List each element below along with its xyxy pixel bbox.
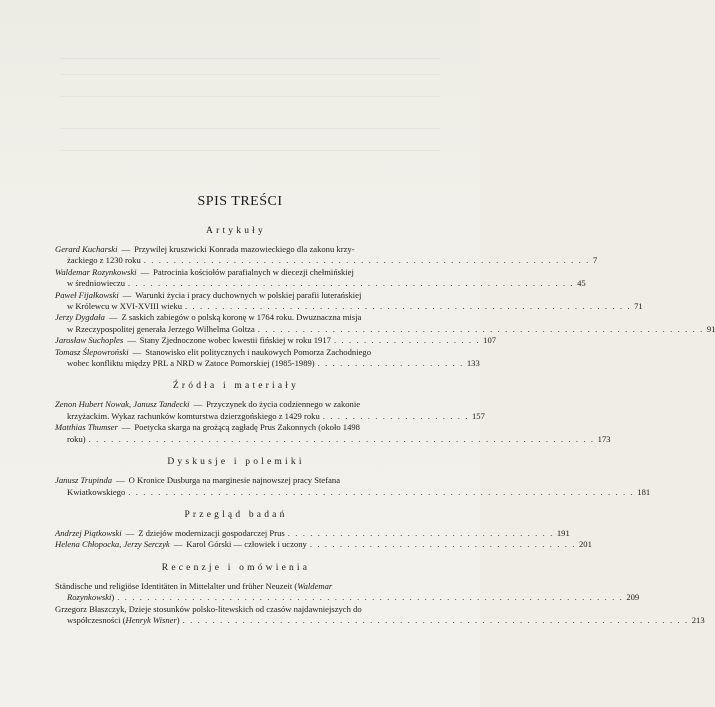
entry-author: Matthias Thumser (55, 422, 118, 433)
entry-title: Przyczynek do życia codziennego w zakonie (206, 399, 361, 410)
bleed-through-line (60, 96, 440, 97)
leader-dots: . . . . . . . . . . . . . . . . . . . . . . . . . . . . . . . . . . . . . . . . . . . . . . . . . . . . . . . . . . . . . . . . . . . . (88, 433, 595, 444)
leader-dots: . . . . . . . . . . . . . . . . . . . . . . . . . . . . . . . . . . . . . . . . . . . . . . . . . . . . . . . . . . . . (143, 255, 590, 266)
leader-dots: . . . . . . . . . . . . . . . . . . . . (322, 410, 469, 421)
bleed-through-line (60, 74, 440, 75)
page-number: 191 (556, 527, 570, 538)
entry-author: Paweł Fijałkowski (55, 289, 119, 300)
entry-title: Ständische und religiöse Identitäten in Mittelalter und früher Neuzeit ( (55, 580, 298, 591)
section-artykuly (55, 226, 715, 369)
entry-title: Poetycka skarga na grożącą zagładę Prus Zakonnych (około 1498 (134, 422, 360, 433)
page-number: 107 (483, 335, 497, 346)
entry-title-cont: współczesności ( (67, 614, 126, 625)
entry-title: Patrocinia kościołów parafialnych w diecezji chełmińskiej (153, 266, 354, 277)
table-of-contents (55, 226, 715, 638)
section-heading: Artykuły (206, 226, 266, 236)
leader-dots: . . . . . . . . . . . . . . . . . . . . . . . . . . . . . . . . . . . . . . . . . . . . . . . . . . . . . . . . . . . . . . . . . . . . (182, 614, 689, 625)
toc-entry[interactable]: Ständische und religiöse Identitäten in Mittelalter und früher Neuzeit (Waldemar Rozynkowski) . . . . . . . . . . . . . . . . . . . . . . . . . . . . . . . . . . . . . . . . . . . . . . . . . . . . . . . . . . . . . . . . . . . . 209 (55, 580, 640, 603)
toc-entry[interactable]: Matthias Thumser — Poetycka skarga na grożącą zagładę Prus Zakonnych (około 1498 roku) . . . . . . . . . . . . . . . . . . . . . . . . . . . . . . . . . . . . . . . . . . . . . . . . . . . . . . . . . . . . . . . . . . . . 173 (55, 422, 611, 444)
entry-title: Stanowisko elit politycznych i naukowych Pomorza Zachodniego (145, 346, 371, 357)
leader-dots: . . . . . . . . . . . . . . . . . . . . . . . . . . . . . . . . . . . . (287, 527, 554, 538)
toc-entry[interactable]: Helena Chłopocka, Jerzy Serczyk — Karol Górski — człowiek i uczony . . . . . . . . . . . . . . . . . . . . . . . . . . . . . . . . . . . . 201 (55, 539, 592, 550)
entry-title-cont: w Królewcu w XVI-XVIII wieku (67, 301, 183, 312)
entry-author-cont: Rozynkowski (67, 592, 112, 603)
page-number: 91 (706, 323, 715, 334)
entry-title-cont: w Rzeczypospolitej generała Jerzego Wilhelma Goltza (67, 323, 255, 334)
entry-title-cont: wobec konfliktu między PRL a NRD w Zatoce Pomorskiej (1985-1989) (67, 358, 315, 369)
entry-author: Andrzej Piątkowski (55, 527, 122, 538)
entry-author: Jerzy Dygdała (55, 312, 105, 323)
leader-dots: . . . . . . . . . . . . . . . . . . . . . . . . . . . . . . . . . . . . (309, 539, 576, 550)
entry-author: Tomasz Ślepowroński (55, 346, 129, 357)
toc-entry[interactable]: Paweł Fijałkowski — Warunki życia i pracy duchownych w polskiej parafii luterańskiej w Królewcu w XVI-XVIII wieku . . . . . . . . . . . . . . . . . . . . . . . . . . . . . . . . . . . . . . . . . . . . . . . . . . . . . . . . . . . . 71 (55, 289, 643, 312)
page-number: 45 (577, 278, 586, 289)
entry-title: Stany Zjednoczone wobec kwestii fińskiej w roku 1917 (139, 335, 331, 346)
entry-title-cont: Kwiatkowskiego (67, 486, 126, 497)
section-heading: Przegląd badań (184, 509, 288, 520)
toc-entry[interactable]: Zenon Hubert Nowak, Janusz Tandecki — Przyczynek do życia codziennego w zakonie krzyżackim. Wykaz rachunków komturstwa dzierzgońskiego z 1429 roku . . . . . . . . . . . . . . . . . . . . 157 (55, 399, 485, 421)
entry-author: Janusz Trupinda (55, 475, 113, 486)
section-zrodla (55, 381, 611, 445)
section-heading: Dyskusje i polemiki (167, 457, 305, 468)
entry-author: Zenon Hubert Nowak, Janusz Tandecki (55, 399, 190, 410)
toc-entry[interactable]: Andrzej Piątkowski — Z dziejów modernizacji gospodarczej Prus . . . . . . . . . . . . . . . . . . . . . . . . . . . . . . . . . . . . 191 (55, 527, 570, 538)
entry-title: Warunki życia i pracy duchownych w polskiej parafii luterańskiej (135, 289, 362, 300)
leader-dots: . . . . . . . . . . . . . . . . . . . . . . . . . . . . . . . . . . . . . . . . . . . . . . . . . . . . . . . . . . . . (128, 278, 575, 289)
entry-author: Waldemar Rozynkowski (55, 266, 137, 277)
leader-dots: . . . . . . . . . . . . . . . . . . . . (333, 335, 481, 346)
toc-entry[interactable]: Jerzy Dygdała — Z saskich zabiegów o polską koronę w 1764 roku. Dwuznaczna misja w Rzeczypospolitej generała Jerzego Wilhelma Goltza . . . . . . . . . . . . . . . . . . . . . . . . . . . . . . . . . . . . . . . . . . . . . . . . . . . . . . . . . . . . 91 (55, 312, 715, 334)
entry-title-cont: w średniowieczu (67, 278, 125, 289)
entry-author: Helena Chłopocka, Jerzy Serczyk (55, 539, 170, 550)
section-dyskusje (55, 457, 651, 498)
entry-title: Z dziejów modernizacji gospodarczej Prus (138, 527, 285, 538)
leader-dots: . . . . . . . . . . . . . . . . . . . . . . . . . . . . . . . . . . . . . . . . . . . . . . . . . . . . . . . . . . . . (185, 301, 632, 312)
page-number: 71 (634, 301, 643, 312)
leader-dots: . . . . . . . . . . . . . . . . . . . . . . . . . . . . . . . . . . . . . . . . . . . . . . . . . . . . . . . . . . . . (257, 323, 704, 334)
page-number: 201 (578, 539, 592, 550)
bleed-through-line (60, 58, 440, 59)
bleed-through-line (60, 128, 440, 129)
toc-entry[interactable]: Waldemar Rozynkowski — Patrocinia kościołów parafialnych w diecezji chełmińskiej w średniowieczu . . . . . . . . . . . . . . . . . . . . . . . . . . . . . . . . . . . . . . . . . . . . . . . . . . . . . . . . . . . . 45 (55, 266, 586, 289)
entry-title-cont: żackiego z 1230 roku (67, 255, 141, 266)
section-przeglad (55, 509, 592, 551)
leader-dots: . . . . . . . . . . . . . . . . . . . . . . . . . . . . . . . . . . . . . . . . . . . . . . . . . . . . . . . . . . . . . . . . . . . . (128, 486, 635, 497)
page-number: 173 (597, 433, 611, 444)
page-number: 213 (691, 614, 705, 625)
toc-entry[interactable]: Jarosław Suchoples — Stany Zjednoczone wobec kwestii fińskiej w roku 1917 . . . . . . . . . . . . . . . . . . . . 107 (55, 335, 497, 346)
section-heading: Źródła i materiały (172, 381, 300, 392)
entry-title: Z saskich zabiegów o polską koronę w 1764 roku. Dwuznaczna misja (121, 312, 362, 323)
entry-author: Jarosław Suchoples (55, 335, 124, 346)
entry-title-cont: krzyżackim. Wykaz rachunków komturstwa dzierzgońskiego z 1429 roku (67, 410, 320, 421)
toc-entry[interactable]: Janusz Trupinda — O Kronice Dusburga na marginesie najnowszej pracy Stefana Kwiatkowskiego . . . . . . . . . . . . . . . . . . . . . . . . . . . . . . . . . . . . . . . . . . . . . . . . . . . . . . . . . . . . . . . . . . . . 181 (55, 475, 651, 497)
toc-entry[interactable]: Grzegorz Błaszczyk, Dzieje stosunków polsko-litewskich od czasów najdawniejszych do współczesności (Henryk Wisner) . . . . . . . . . . . . . . . . . . . . . . . . . . . . . . . . . . . . . . . . . . . . . . . . . . . . . . . . . . . . . . . . . . . . 213 (55, 603, 705, 625)
section-recenzje (55, 562, 705, 627)
entry-title: Grzegorz Błaszczyk, Dzieje stosunków polsko-litewskich od czasów najdawniejszych do (55, 603, 362, 614)
bleed-through-line (60, 150, 440, 151)
page-number: 157 (471, 410, 485, 421)
toc-entry[interactable]: Gerard Kucharski — Przywilej kruszwicki Konrada mazowieckiego dla zakonu krzy- żackiego z 1230 roku . . . . . . . . . . . . . . . . . . . . . . . . . . . . . . . . . . . . . . . . . . . . . . . . . . . . . . . . . . . . 7 (55, 244, 598, 266)
page-number: 209 (626, 592, 640, 603)
entry-author: Henryk Wisner (125, 614, 177, 625)
leader-dots: . . . . . . . . . . . . . . . . . . . . . . . . . . . . . . . . . . . . . . . . . . . . . . . . . . . . . . . . . . . . . . . . . . . . (117, 592, 624, 603)
toc-entry[interactable]: Tomasz Ślepowroński — Stanowisko elit politycznych i naukowych Pomorza Zachodniego wobec konfliktu między PRL a NRD w Zatoce Pomorskiej (1985-1989) . . . . . . . . . . . . . . . . . . . . 133 (55, 346, 480, 369)
entry-author: Gerard Kucharski (55, 244, 118, 254)
entry-title: Karol Górski — człowiek i uczony (186, 539, 307, 550)
page-number: 7 (592, 255, 598, 266)
page-number: 133 (466, 358, 480, 369)
page-number: 181 (637, 486, 651, 497)
entry-title-cont: roku) (67, 433, 86, 444)
page-title: SPIS TREŚCI (197, 194, 283, 209)
entry-title: O Kronice Dusburga na marginesie najnowszej pracy Stefana (128, 475, 341, 486)
leader-dots: . . . . . . . . . . . . . . . . . . . . (317, 358, 464, 369)
entry-author: Waldemar (297, 580, 333, 591)
section-heading: Recenzje i omówienia (161, 562, 311, 573)
entry-title: Przywilej kruszwicki Konrada mazowieckiego dla zakonu krzy- (134, 244, 355, 254)
